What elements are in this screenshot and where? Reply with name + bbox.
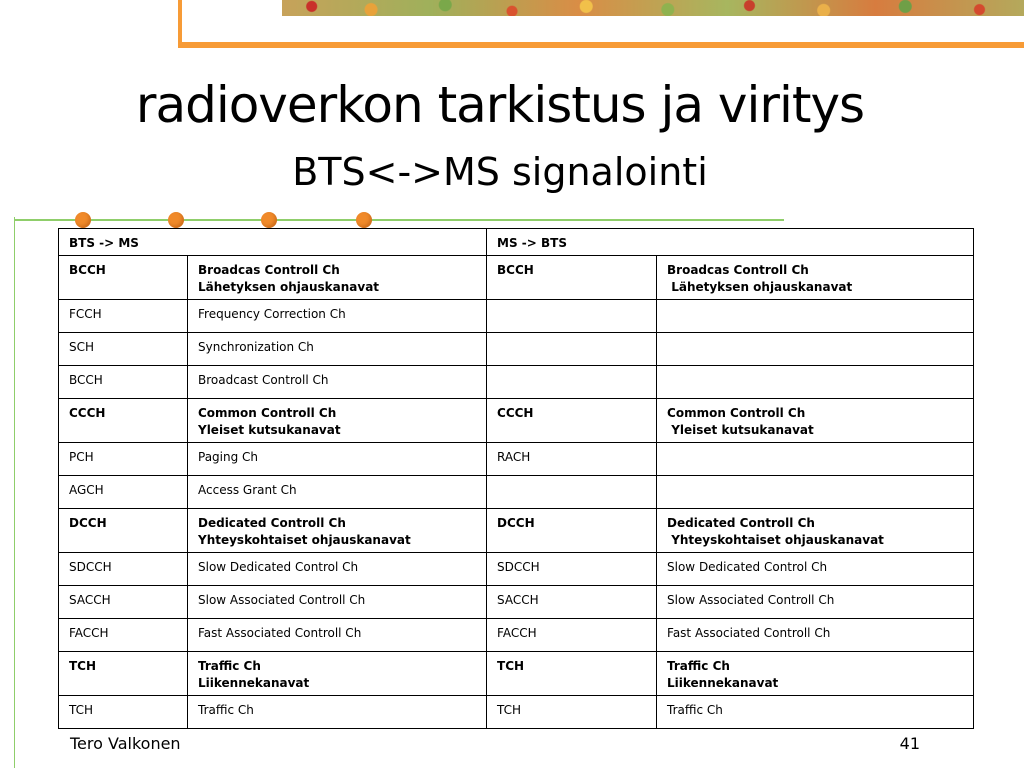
ms-channel-description-text: Liikennekanavat (667, 676, 779, 690)
ms-channel-description (657, 256, 974, 300)
ms-channel-description (657, 619, 974, 652)
bts-channel-description (188, 696, 487, 729)
ms-channel-code (487, 619, 657, 652)
channel-table (58, 228, 974, 729)
ms-channel-description (657, 696, 974, 729)
channel-table-body (59, 229, 974, 729)
ms-channel-description-text: Broadcas Controll Ch (667, 263, 809, 277)
bts-channel-description-text: Lähetyksen ohjauskanavat (198, 280, 380, 294)
slide-title: radioverkon tarkistus ja viritys (135, 76, 865, 134)
bts-channel-description-text: Paging Ch (198, 450, 259, 464)
bts-channel-code (59, 476, 188, 509)
ms-channel-code (487, 333, 657, 366)
bts-channel-description (188, 476, 487, 509)
header-bts-to-ms: BTS -> MS (59, 229, 487, 256)
bts-channel-code (59, 256, 188, 300)
ms-channel-description (657, 300, 974, 333)
ms-channel-description-text: Slow Associated Controll Ch (667, 593, 835, 607)
bts-channel-description-text: Traffic Ch (198, 659, 261, 673)
ms-channel-code-text: BCCH (497, 263, 534, 277)
footer-author: Tero Valkonen (70, 734, 181, 753)
bts-channel-code (59, 333, 188, 366)
bts-channel-code (59, 366, 188, 399)
bts-channel-description-text: Synchronization Ch (198, 340, 314, 354)
ms-channel-description (657, 586, 974, 619)
bts-channel-description-text: Broadcast Controll Ch (198, 373, 329, 387)
table-row (59, 333, 974, 366)
bts-channel-description (188, 300, 487, 333)
bts-channel-description-text: Dedicated Controll Ch (198, 516, 346, 530)
decorative-horizontal-line (14, 219, 784, 221)
table-row (59, 586, 974, 619)
decorative-bullet-dot (168, 212, 184, 228)
ms-channel-code (487, 366, 657, 399)
bts-channel-code-text: SCH (69, 340, 95, 354)
decorative-bullet-dot (75, 212, 91, 228)
ms-channel-description-text: Dedicated Controll Ch (667, 516, 815, 530)
ms-channel-code-text: SACCH (497, 593, 539, 607)
table-row (59, 399, 974, 443)
ms-channel-code-text: CCCH (497, 406, 534, 420)
bts-channel-code-text: CCCH (69, 406, 106, 420)
bts-channel-code-text: SACCH (69, 593, 111, 607)
bts-channel-description-text: Yhteyskohtaiset ohjauskanavat (198, 533, 411, 547)
bts-channel-description-text: Yleiset kutsukanavat (198, 423, 341, 437)
bts-channel-description-text: Common Controll Ch (198, 406, 337, 420)
ms-channel-code (487, 256, 657, 300)
ms-channel-code (487, 443, 657, 476)
bts-channel-code-text: DCCH (69, 516, 107, 530)
table-row (59, 256, 974, 300)
ms-channel-description-text: Yhteyskohtaiset ohjauskanavat (667, 533, 884, 547)
ms-channel-code-text: TCH (497, 703, 522, 717)
ms-channel-description (657, 443, 974, 476)
ms-channel-description-text: Slow Dedicated Control Ch (667, 560, 828, 574)
table-header-row (59, 229, 974, 256)
bts-channel-description-text: Frequency Correction Ch (198, 307, 346, 321)
bts-channel-code-text: TCH (69, 659, 97, 673)
bts-channel-description (188, 256, 487, 300)
ms-channel-description-text: Traffic Ch (667, 703, 723, 717)
bts-channel-code (59, 509, 188, 553)
ms-channel-code (487, 399, 657, 443)
bts-channel-description-text: Slow Associated Controll Ch (198, 593, 366, 607)
table-row (59, 509, 974, 553)
decorative-bullet-dot (261, 212, 277, 228)
ms-channel-description (657, 333, 974, 366)
table-row (59, 366, 974, 399)
ms-channel-code (487, 509, 657, 553)
decorative-bullet-dot (356, 212, 372, 228)
bts-channel-description (188, 443, 487, 476)
ms-channel-code-text: DCCH (497, 516, 535, 530)
table-row (59, 553, 974, 586)
bts-channel-description-text: Access Grant Ch (198, 483, 297, 497)
bts-channel-code (59, 443, 188, 476)
bts-channel-description (188, 333, 487, 366)
ms-channel-code (487, 652, 657, 696)
bts-channel-description (188, 399, 487, 443)
table-row (59, 443, 974, 476)
bts-channel-code-text: BCCH (69, 263, 106, 277)
bts-channel-description-text: Broadcas Controll Ch (198, 263, 340, 277)
bts-channel-code (59, 586, 188, 619)
channel-table-container (58, 228, 973, 729)
top-banner-photo-strip (282, 0, 1024, 16)
ms-channel-code-text: TCH (497, 659, 525, 673)
bts-channel-code-text: BCCH (69, 373, 103, 387)
table-row (59, 652, 974, 696)
decorative-vertical-line (14, 217, 15, 768)
footer-page-number: 41 (899, 734, 920, 753)
bts-channel-code (59, 619, 188, 652)
ms-channel-code (487, 553, 657, 586)
bts-channel-description-text: Liikennekanavat (198, 676, 310, 690)
ms-channel-code (487, 300, 657, 333)
top-banner-white-stripe (282, 16, 1024, 42)
ms-channel-code (487, 696, 657, 729)
table-row (59, 696, 974, 729)
ms-channel-description (657, 476, 974, 509)
ms-channel-code-text: FACCH (497, 626, 537, 640)
bts-channel-description (188, 509, 487, 553)
ms-channel-description-text: Traffic Ch (667, 659, 730, 673)
ms-channel-description (657, 652, 974, 696)
bts-channel-code-text: TCH (69, 703, 94, 717)
ms-channel-description (657, 509, 974, 553)
bts-channel-code (59, 652, 188, 696)
bts-channel-description-text: Fast Associated Controll Ch (198, 626, 362, 640)
ms-channel-code-text: SDCCH (497, 560, 540, 574)
table-row (59, 619, 974, 652)
bts-channel-code (59, 399, 188, 443)
bts-channel-description (188, 619, 487, 652)
bts-channel-description (188, 366, 487, 399)
ms-channel-description-text: Lähetyksen ohjauskanavat (667, 280, 853, 294)
bts-channel-description (188, 652, 487, 696)
bts-channel-code-text: FCCH (69, 307, 102, 321)
ms-channel-code-text: RACH (497, 450, 531, 464)
slide-subtitle: BTS<->MS signalointi (292, 150, 708, 194)
bts-channel-code-text: FACCH (69, 626, 109, 640)
ms-channel-description-text: Yleiset kutsukanavat (667, 423, 814, 437)
bts-channel-code (59, 300, 188, 333)
bts-channel-code-text: SDCCH (69, 560, 112, 574)
table-row (59, 300, 974, 333)
ms-channel-description (657, 399, 974, 443)
ms-channel-description (657, 553, 974, 586)
bts-channel-code (59, 696, 188, 729)
ms-channel-description (657, 366, 974, 399)
bts-channel-code-text: PCH (69, 450, 94, 464)
bts-channel-description (188, 553, 487, 586)
bts-channel-description-text: Traffic Ch (198, 703, 254, 717)
ms-channel-description-text: Common Controll Ch (667, 406, 806, 420)
ms-channel-code (487, 476, 657, 509)
ms-channel-description-text: Fast Associated Controll Ch (667, 626, 831, 640)
ms-channel-code (487, 586, 657, 619)
bts-channel-description (188, 586, 487, 619)
bts-channel-description-text: Slow Dedicated Control Ch (198, 560, 359, 574)
bts-channel-code-text: AGCH (69, 483, 104, 497)
header-ms-to-bts: MS -> BTS (487, 229, 974, 256)
table-row (59, 476, 974, 509)
bts-channel-code (59, 553, 188, 586)
